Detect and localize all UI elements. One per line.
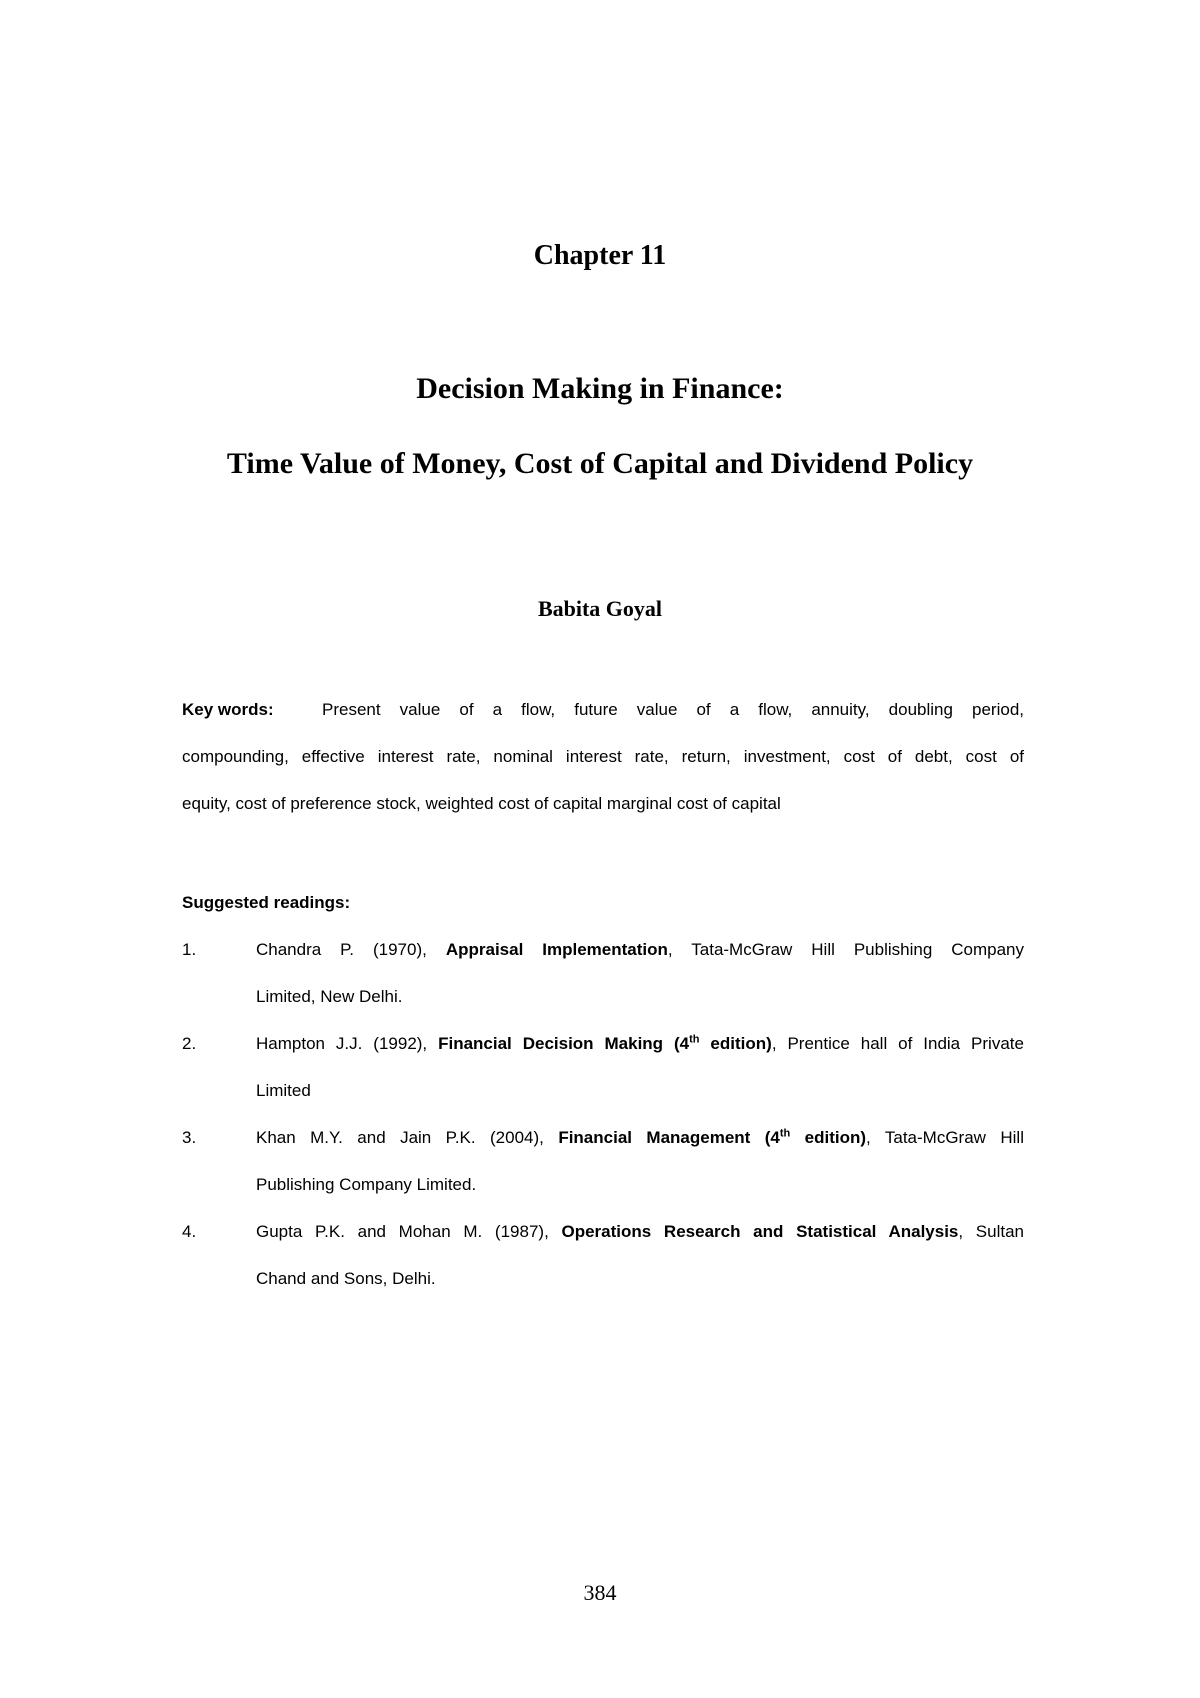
reading-authors: Chandra P. (1970), [256,940,427,959]
reading-line-2: Limited [256,1081,311,1100]
reading-line-1 [256,1034,1024,1054]
reading-publisher: , Tata-McGraw Hill [866,1128,1024,1147]
reading-authors: Khan M.Y. and Jain P.K. (2004), [256,1128,544,1147]
keywords-line-1 [182,700,1024,747]
reading-item [182,1034,1024,1104]
keywords-text-1: Present value of a flow, future value of a flow, annuity, doubling period, [322,700,1024,719]
keywords-label: Key words: [182,700,274,719]
reading-line-1 [256,940,1024,960]
superscript: th [779,1127,791,1140]
reading-authors: Hampton J.J. (1992), [256,1034,428,1053]
reading-item [182,1222,1024,1292]
author-name: Babita Goyal [537,596,663,621]
reading-item [182,1128,1024,1198]
title-line-1: Decision Making in Finance: [416,372,784,405]
reading-line-2: Publishing Company Limited. [256,1175,477,1194]
reading-publisher: , Prentice hall of India Private [771,1034,1024,1053]
superscript: th [689,1033,700,1046]
reading-title: Financial Decision Making (4th edition) [438,1033,772,1053]
reading-line-2: Chand and Sons, Delhi. [256,1269,436,1288]
reading-number: 2. [182,1034,197,1053]
reading-number: 4. [182,1222,197,1241]
reading-title: Operations Research and Statistical Analysis [561,1222,959,1241]
reading-title: Financial Management (4th edition) [558,1127,867,1147]
reading-line-1 [256,1128,1024,1148]
reading-publisher: , Sultan [958,1222,1025,1241]
keywords-line-3: equity, cost of preference stock, weighted cost of capital marginal cost of capital [182,794,781,813]
reading-item [182,940,1024,1010]
reading-publisher: , Tata-McGraw Hill Publishing Company [667,940,1024,959]
title-line-2: Time Value of Money, Cost of Capital and Dividend Policy [226,447,974,480]
reading-number: 1. [182,940,197,959]
keywords-line-2: compounding, effective interest rate, nominal interest rate, return, investment, cost of debt, cost of [182,747,1024,766]
reading-number: 3. [182,1128,197,1147]
reading-line-1 [256,1222,1024,1242]
reading-title: Appraisal Implementation [445,940,668,959]
chapter-heading: Chapter 11 [533,240,667,271]
page-number: 384 [583,1580,617,1605]
suggested-readings-heading: Suggested readings: [182,893,351,912]
reading-authors: Gupta P.K. and Mohan M. (1987), [256,1222,549,1241]
reading-line-2: Limited, New Delhi. [256,987,403,1006]
keywords-block [182,700,1024,841]
